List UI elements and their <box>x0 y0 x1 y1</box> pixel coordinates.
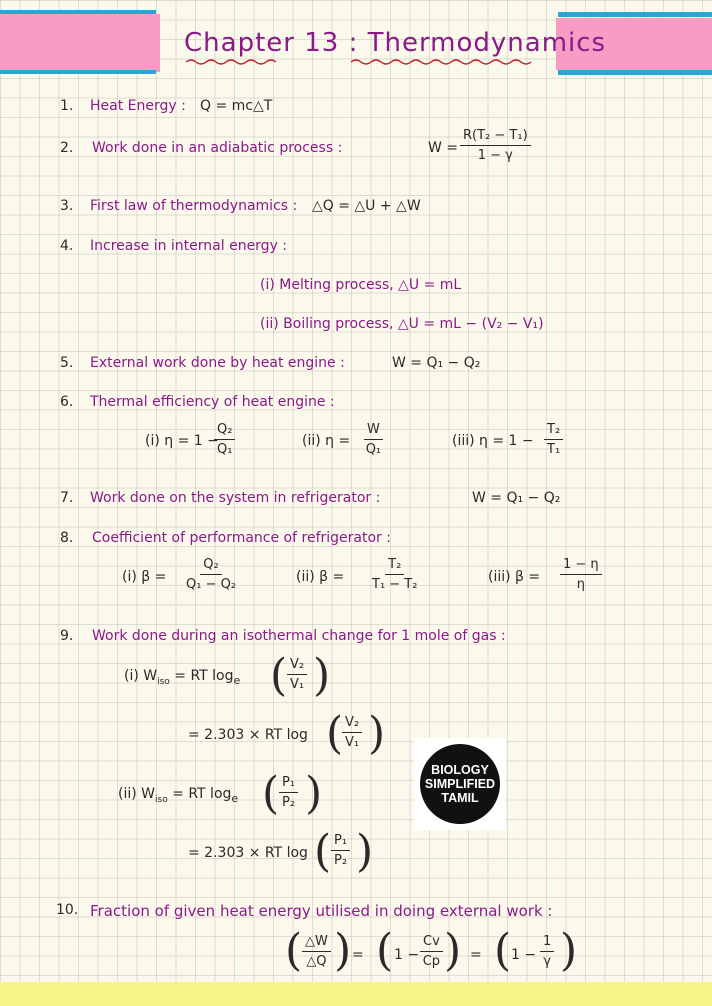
item-2-formula-prefix: W = <box>428 140 459 156</box>
fraction-numerator: R(T₂ − T₁) <box>460 128 531 146</box>
fraction-denominator: γ <box>543 954 551 969</box>
tab-right-bottom-line <box>558 70 712 75</box>
item-2-fraction <box>460 128 531 163</box>
tab-right-top-line <box>558 12 712 17</box>
close-paren: ) <box>444 925 462 976</box>
item-9-line-3-fraction <box>279 775 298 810</box>
item-1-number: 1. <box>60 98 74 114</box>
item-4-sub-2: (ii) Boiling process, △U = mL − (V₂ − V₁) <box>260 316 544 332</box>
item-4-label: Increase in internal energy : <box>90 238 288 254</box>
close-paren: ) <box>334 925 352 976</box>
open-paren: ( <box>262 768 280 819</box>
fraction-denominator: P₂ <box>282 795 296 810</box>
item-6-part-3: (iii) η = 1 − <box>452 433 534 449</box>
item-9-line-3-lead <box>118 786 238 805</box>
item-10-fraction-dw-dq <box>302 934 331 969</box>
fraction-numerator: V₂ <box>342 715 362 733</box>
fraction-numerator: Q₂ <box>200 557 221 575</box>
fraction-denominator: Q₁ <box>365 442 382 457</box>
fraction-denominator: 1 − γ <box>477 148 513 163</box>
fraction-numerator: 1 − η <box>560 557 602 575</box>
item-9-line-2: = 2.303 × RT log <box>188 727 308 743</box>
iso-subscript: iso <box>157 676 170 687</box>
item-9-line-1-fraction <box>287 657 307 692</box>
item-8-part-2-fraction <box>372 557 417 592</box>
badge-circle <box>420 744 500 824</box>
fraction-denominator: Q₁ − Q₂ <box>186 577 237 592</box>
item-4-number: 4. <box>60 238 74 254</box>
item-6-label: Thermal efficiency of heat engine : <box>90 394 335 410</box>
fraction-numerator: Q₂ <box>214 422 235 440</box>
fraction-numerator: T₂ <box>385 557 404 575</box>
fraction-denominator: △Q <box>306 954 327 969</box>
item-6-part-2: (ii) η = <box>302 433 351 449</box>
fraction-denominator: V₁ <box>345 735 360 750</box>
rt-log: = RT log <box>172 786 232 802</box>
item-9-number: 9. <box>60 628 74 644</box>
work-symbol: (ii) W <box>118 786 155 802</box>
item-8-part-3-fraction <box>560 557 602 592</box>
item-8-part-1: (i) β = <box>122 569 167 585</box>
item-8-part-2: (ii) β = <box>296 569 345 585</box>
close-paren: ) <box>305 768 323 819</box>
item-8-number: 8. <box>60 530 74 546</box>
item-2-number: 2. <box>60 140 74 156</box>
fraction-denominator: η <box>576 577 585 592</box>
item-10-label: Fraction of given heat energy utilised in doing external work : <box>90 902 553 920</box>
item-9-line-4-fraction <box>331 833 350 868</box>
item-7-formula: W = Q₁ − Q₂ <box>472 490 561 506</box>
open-paren: ( <box>285 925 303 976</box>
open-paren: ( <box>314 826 332 877</box>
open-paren: ( <box>326 708 344 759</box>
item-5-number: 5. <box>60 355 74 371</box>
item-9-line-2-fraction <box>342 715 362 750</box>
item-6-part-1-fraction <box>214 422 235 457</box>
item-7-label: Work done on the system in refrigerator : <box>90 490 381 506</box>
item-10-equals-2: = <box>470 947 482 963</box>
open-paren: ( <box>494 925 512 976</box>
open-paren: ( <box>376 925 394 976</box>
item-1-formula: Q = mc△T <box>200 98 273 114</box>
close-paren: ) <box>368 708 386 759</box>
item-10-one-minus-1: 1 − <box>394 947 420 963</box>
item-7-number: 7. <box>60 490 74 506</box>
item-2-label: Work done in an adiabatic process : <box>92 140 343 156</box>
item-4-sub-1: (i) Melting process, △U = mL <box>260 277 462 293</box>
open-paren: ( <box>270 650 288 701</box>
item-10-fraction-cv-cp <box>420 934 443 969</box>
fraction-numerator: P₁ <box>331 833 350 851</box>
item-3-number: 3. <box>60 198 74 214</box>
badge-line-1: BIOLOGY <box>431 763 489 777</box>
fraction-denominator: T₁ − T₂ <box>372 577 418 592</box>
iso-subscript: iso <box>155 794 168 805</box>
fraction-denominator: T₁ <box>547 442 561 457</box>
item-9-line-1-lead <box>124 668 240 687</box>
page-title: Chapter 13 : Thermodynamics <box>184 28 607 58</box>
fraction-numerator: V₂ <box>287 657 307 675</box>
fraction-numerator: 1 <box>540 934 554 952</box>
badge-line-2: SIMPLIFIED <box>424 777 496 791</box>
item-6-part-1: (i) η = 1 − <box>145 433 219 449</box>
log-base: e <box>233 673 241 687</box>
fraction-denominator: Q₁ <box>217 442 233 457</box>
item-3-formula: △Q = △U + △W <box>312 198 421 214</box>
fraction-numerator: T₂ <box>544 422 563 440</box>
item-1-label: Heat Energy : <box>90 98 186 114</box>
item-10-equals-1: = <box>352 947 364 963</box>
fraction-numerator: P₁ <box>279 775 298 793</box>
fraction-denominator: Cp <box>422 954 441 969</box>
item-5-label: External work done by heat engine : <box>90 355 345 371</box>
badge-line-3: TAMIL <box>441 791 479 805</box>
work-symbol: (i) W <box>124 668 158 684</box>
rt-log: = RT log <box>174 668 234 684</box>
item-6-number: 6. <box>60 394 74 410</box>
item-6-part-3-fraction <box>544 422 563 457</box>
item-3-label: First law of thermodynamics : <box>90 198 298 214</box>
item-8-part-3: (iii) β = <box>488 569 541 585</box>
close-paren: ) <box>356 826 374 877</box>
watermark-badge <box>414 738 506 830</box>
bottom-highlight-band <box>0 982 712 1006</box>
fraction-numerator: W <box>364 422 383 440</box>
item-10-one-minus-2: 1 − <box>511 947 537 963</box>
item-8-part-1-fraction <box>186 557 236 592</box>
close-paren: ) <box>560 925 578 976</box>
item-5-formula: W = Q₁ − Q₂ <box>392 355 481 371</box>
fraction-numerator: Cv <box>420 934 443 952</box>
item-8-label: Coefficient of performance of refrigerator : <box>92 530 391 546</box>
fraction-denominator: P₂ <box>334 853 348 868</box>
item-6-part-2-fraction <box>364 422 383 457</box>
item-9-line-4: = 2.303 × RT log <box>188 845 308 861</box>
item-9-label: Work done during an isothermal change for 1 mole of gas : <box>92 628 506 644</box>
title-underline <box>186 58 536 66</box>
fraction-denominator: V₁ <box>290 677 305 692</box>
fraction-numerator: △W <box>302 934 331 952</box>
item-10-fraction-gamma <box>540 934 554 969</box>
pink-tab-left <box>0 14 160 72</box>
log-base: e <box>231 791 239 805</box>
item-10-number: 10. <box>56 902 79 918</box>
tab-left-bottom-line <box>0 70 156 74</box>
close-paren: ) <box>313 650 331 701</box>
